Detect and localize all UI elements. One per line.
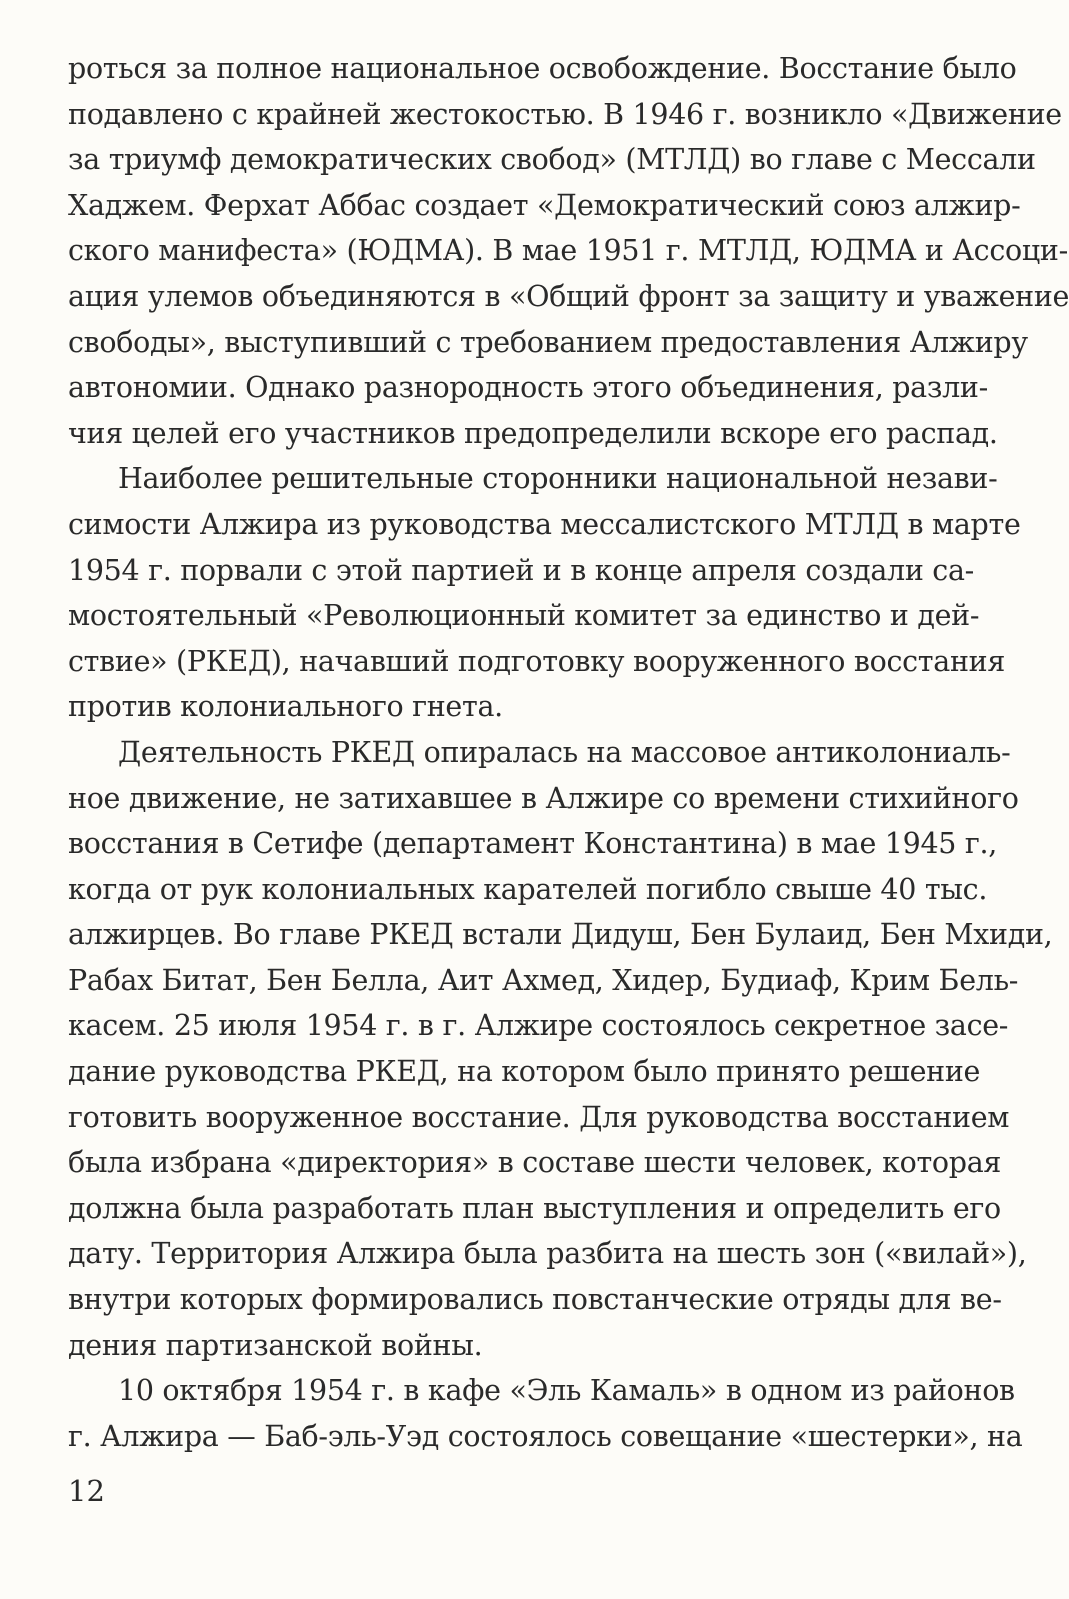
text-line: свободы», выступивший с требованием предоставления Алжиру <box>68 325 1028 359</box>
text-line: против колониального гнета. <box>68 690 503 724</box>
text-line: дату. Территория Алжира была разбита на шесть зон («вилай»), <box>68 1237 1027 1271</box>
text-line: ное движение, не затихавшее в Алжире со времени стихийного <box>68 781 1019 815</box>
text-line: внутри которых формировались повстанческие отряды для ве- <box>68 1283 1002 1317</box>
text-line: Хаджем. Ферхат Аббас создает «Демократический союз алжир- <box>68 188 1021 222</box>
text-line: роться за полное национальное освобождение. Восстание было <box>68 52 1017 85</box>
page-number: 12 <box>68 1474 105 1508</box>
text-line: Рабах Битат, Бен Белла, Аит Ахмед, Хидер, Будиаф, Крим Бель- <box>68 963 1019 997</box>
text-line: автономии. Однако разнородность этого объединения, разли- <box>68 371 988 405</box>
body-text <box>68 46 1069 1459</box>
text-line: симости Алжира из руководства мессалистского МТЛД в марте <box>68 507 1021 541</box>
text-line: г. Алжира — Баб-эль-Уэд состоялось совещание «шестерки», на <box>68 1419 1023 1453</box>
text-line: когда от рук колониальных карателей погибло свыше 40 тыс. <box>68 872 988 906</box>
text-line: ского манифеста» (ЮДМА). В мае 1951 г. МТЛД, ЮДМА и Ассоци- <box>68 234 1068 268</box>
text-line: дения партизанской войны. <box>68 1328 483 1362</box>
text-line: 1954 г. порвали с этой партией и в конце апреля создали са- <box>68 553 974 587</box>
text-line: алжирцев. Во главе РКЕД встали Дидуш, Бен Булаид, Бен Мхиди, <box>68 918 1053 952</box>
text-line: готовить вооруженное восстание. Для руководства восстанием <box>68 1100 1010 1134</box>
text-line: чия целей его участников предопределили вскоре его распад. <box>68 416 998 450</box>
text-line: подавлено с крайней жестокостью. В 1946 г. возникло «Движение <box>68 97 1062 131</box>
text-line: ствие» (РКЕД), начавший подготовку вооруженного восстания <box>68 644 1006 678</box>
text-line: Деятельность РКЕД опиралась на массовое антиколониаль- <box>118 735 1011 769</box>
text-line: дание руководства РКЕД, на котором было принято решение <box>68 1055 981 1089</box>
text-line: касем. 25 июля 1954 г. в г. Алжире состоялось секретное засе- <box>68 1009 1009 1043</box>
text-line: мостоятельный «Революционный комитет за единство и дей- <box>68 599 980 633</box>
text-line: за триумф демократических свобод» (МТЛД) во главе с Мессали <box>68 143 1036 177</box>
text-line: должна была разработать план выступления и определить его <box>68 1191 1001 1225</box>
text-line: была избрана «директория» в составе шести человек, которая <box>68 1146 1002 1180</box>
text-line: восстания в Сетифе (департамент Константина) в мае 1945 г., <box>68 827 998 861</box>
text-line: ация улемов объединяются в «Общий фронт за защиту и уважение <box>68 279 1069 313</box>
text-line: 10 октября 1954 г. в кафе «Эль Камаль» в одном из районов <box>118 1374 1015 1408</box>
text-line: Наиболее решительные сторонники национальной незави- <box>118 462 998 496</box>
